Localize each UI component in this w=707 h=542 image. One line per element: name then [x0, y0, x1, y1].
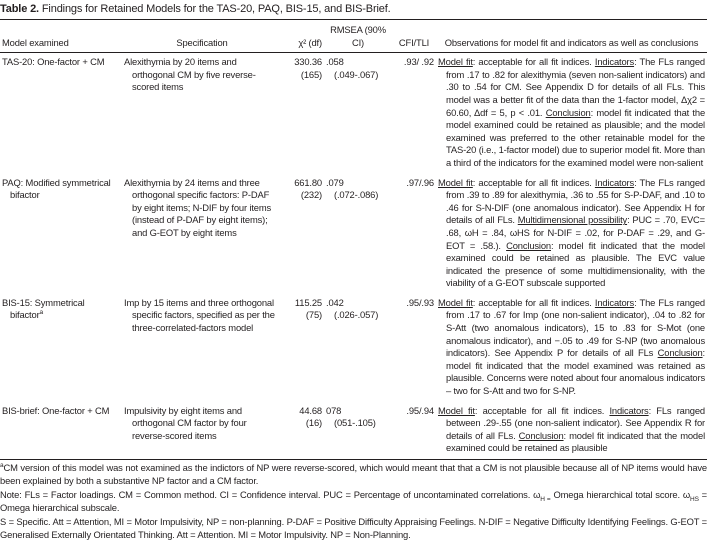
row-observations	[436, 294, 707, 402]
footnote-note: Note: FLs = Factor loadings. CM = Common method. CI = Confidence interval. PUC = Percentage of uncontaminated correlations. $\omega_{H =}$ Omega hierarchical total score. $\omega_{HS}$ = Omega hierarchical subscale.	[0, 489, 707, 513]
row-df: (16)	[305, 417, 322, 429]
row-df: (232)	[300, 189, 322, 201]
table-row	[0, 402, 707, 460]
observation-text: : model fit indicated that the model examined was retained as plausible. Concerns were noted about four anomalous indicators – two for S-Att and two for S-NP.	[446, 347, 705, 397]
observation-text: : acceptable for all fit indices.	[472, 296, 595, 308]
observation-heading: Indicators	[609, 404, 649, 416]
row-chi-cell	[282, 53, 324, 174]
row-ci: (.072-.086)	[334, 189, 379, 201]
row-cfi-cell	[392, 53, 436, 174]
table-row	[0, 53, 707, 174]
observation-text: : acceptable for all fit indices.	[472, 56, 595, 68]
row-specification	[122, 53, 282, 174]
row-chi-square: 44.68	[299, 404, 322, 416]
row-chi-square: 661.80	[294, 176, 322, 188]
header-model: Model examined	[2, 36, 69, 48]
row-cfi-tli: .95/.93	[406, 296, 434, 308]
row-model-text: TAS-20: One-factor + CM	[2, 56, 105, 68]
row-chi-square: 115.25	[294, 296, 322, 308]
row-df: (75)	[305, 309, 322, 321]
row-model-text: BIS-15: Symmetrical bifactor	[2, 296, 85, 321]
observation-text: : model fit indicated that the model examined could be retained as plausible. The EVC value indicated the presence of some multidimensionality, with the viability of a G-EOT subscale supported	[446, 239, 705, 289]
observation-heading: Conclusion	[657, 347, 703, 359]
row-cfi-tli: .97/.96	[406, 176, 434, 188]
findings-table	[0, 19, 707, 460]
observation-heading: Conclusion	[545, 106, 591, 118]
row-ci: (.049-.067)	[334, 68, 379, 80]
row-cfi-cell	[392, 402, 436, 460]
footnote-abbrev: S = Specific. Att = Attention, MI = Motor Impulsivity, NP = non-planning. P-DAF = Positive Difficulty Appraising Feelings. N-DIF = Negative Difficulty Identifying Feelings. G-EOT = Generalised Externally Orientated Thinking. Att = Attention. MI = Motor Impulsivity. NP = Non-Planning.	[0, 516, 707, 540]
row-observations	[436, 402, 707, 460]
row-ci: (.026-.057)	[334, 309, 379, 321]
row-observations	[436, 53, 707, 174]
observation-heading: Indicators	[594, 296, 635, 308]
row-cfi-cell	[392, 174, 436, 294]
row-specification-text: Alexithymia by 24 items and three orthogonal specific factors: P-DAF by eight items; N-DIF by four items (instead of P-DAF by eight items); and G-EOT by eight items	[124, 176, 272, 238]
row-rmsea: 078	[326, 404, 342, 416]
observation-text: : The FLs ranged from .39 to .89 for alexithymia, .36 to .55 for S-P-DAF, and .10 to .46 for S-N-DIF (one anomalous indicator). See Appendix H for details of all FLs.	[446, 176, 705, 226]
table-caption: Findings for Retained Models for the TAS-20, PAQ, BIS-15, and BIS-Brief.	[41, 3, 391, 15]
row-model-text: PAQ: Modified symmetrical bifactor	[2, 176, 111, 201]
row-rmsea-cell	[324, 294, 392, 402]
row-specification-text: Alexithymia by 20 items and orthogonal CM by five reverse-scored items	[124, 56, 256, 93]
row-model	[0, 294, 122, 402]
header-cfi: CFI/TLI	[398, 36, 430, 48]
observation-text: : The FLs ranged from .17 to .82 for alexithymia (seven non-salient indicators) and .30 to .54 for CM. See Appendix D for details of all FLs. This model was a better fit of the data than the 1-factor model, Δχ2 = 60.60, Δdf = 5, p < .01.	[446, 56, 705, 118]
table-title	[0, 0, 707, 16]
observation-heading: Indicators	[594, 176, 635, 188]
row-cfi-tli: .95/.94	[406, 404, 434, 416]
observation-text: : acceptable for all fit indices.	[474, 404, 610, 416]
row-cfi-cell	[392, 294, 436, 402]
row-observations	[436, 174, 707, 294]
observation-heading: Conclusion	[506, 239, 551, 251]
observation-text: : The FLs ranged from .17 to .67 for Imp (one non-salient indicator), .04 to .82 for S-Att (two anomalous indicators), 15 to .83 for S-Mot (one anomalous indicator), and −.05 to .49 for S-NP (two anomalous indicators). See Appendix P for details of all FLs	[446, 296, 705, 359]
footnote-a: $^a$CM version of this model was not examined as the indictors of NP were reverse-scored, which would meant that that a CM is not plausible because all of NP items would have been explained by both a substantive NP factor and a CM factor.	[0, 461, 707, 486]
header-rmsea: RMSEA (90% CI)	[330, 24, 386, 48]
row-model	[0, 53, 122, 174]
row-specification	[122, 402, 282, 460]
row-specification	[122, 294, 282, 402]
header-obs: Observations for model fit and indicators as well as conclusions	[444, 36, 699, 48]
observation-heading: Indicators	[594, 56, 635, 68]
row-model	[0, 174, 122, 294]
row-chi-cell	[282, 174, 324, 294]
row-cfi-tli: .93/ .92	[403, 56, 434, 68]
observation-text: : model fit indicated that the model examined could be retained as plausible	[446, 429, 705, 454]
table-label: Table 2.	[0, 3, 39, 15]
table-row	[0, 174, 707, 294]
row-rmsea-cell	[324, 174, 392, 294]
observation-text: : PUC = .70, EVC= .68, ωH = .84, ωHS for N-DIF = .02, for P-DAF = .29, and G-EOT = .58.).	[446, 214, 706, 251]
row-rmsea: .042	[326, 296, 344, 308]
table-row	[0, 294, 707, 402]
row-rmsea-cell	[324, 402, 392, 460]
observation-heading: Model fit	[438, 296, 473, 308]
footnote-a-text: CM version of this model was not examined as the indictors of NP were reverse-scored, which would meant that that a CM is not plausible because all of NP items would have been explained by both a substantive NP factor and a CM factor.	[0, 462, 707, 486]
row-chi-square: 330.36	[294, 56, 322, 68]
row-model-text: BIS-brief: One-factor + CM	[2, 404, 110, 416]
row-specification-text: Imp by 15 items and three orthogonal specific factors, specified as per the three-correlated-factors model	[124, 296, 275, 334]
observation-heading: Model fit	[438, 404, 475, 416]
observation-heading: Multidimensional possibility	[517, 214, 628, 226]
row-chi-cell	[282, 294, 324, 402]
observation-heading: Model fit	[438, 176, 473, 188]
observation-heading: Conclusion	[518, 429, 564, 441]
header-spec: Specification	[176, 36, 228, 48]
row-ci: (051-.105)	[334, 417, 376, 429]
header-row	[0, 20, 707, 53]
observation-heading: Model fit	[438, 56, 473, 68]
row-rmsea: .079	[326, 176, 344, 188]
row-df: (165)	[300, 68, 322, 80]
footnote-marker: a	[39, 309, 44, 317]
row-specification-text: Impulsivity by eight items and orthogonal CM factor by four reverse-scored items	[124, 404, 247, 441]
row-chi-cell	[282, 402, 324, 460]
row-specification	[122, 174, 282, 294]
header-chi: χ² (df)	[298, 36, 322, 48]
observation-text: : model fit indicated that the model examined could be retained as plausible; and the model examined was preferred to the other retainable model for the TAS-20 (i.e., 1-factor model) due to superior model fit. More than a third of the indicators for the examined model were non-salient	[446, 106, 706, 168]
observation-text: : FLs ranged between .29-.55 (one non-salient indicator). See Appendix R for details of all FLs.	[446, 404, 705, 441]
row-rmsea: .058	[326, 56, 344, 68]
row-rmsea-cell	[324, 53, 392, 174]
observation-text: : acceptable for all fit indices.	[472, 176, 595, 188]
row-model	[0, 402, 122, 460]
